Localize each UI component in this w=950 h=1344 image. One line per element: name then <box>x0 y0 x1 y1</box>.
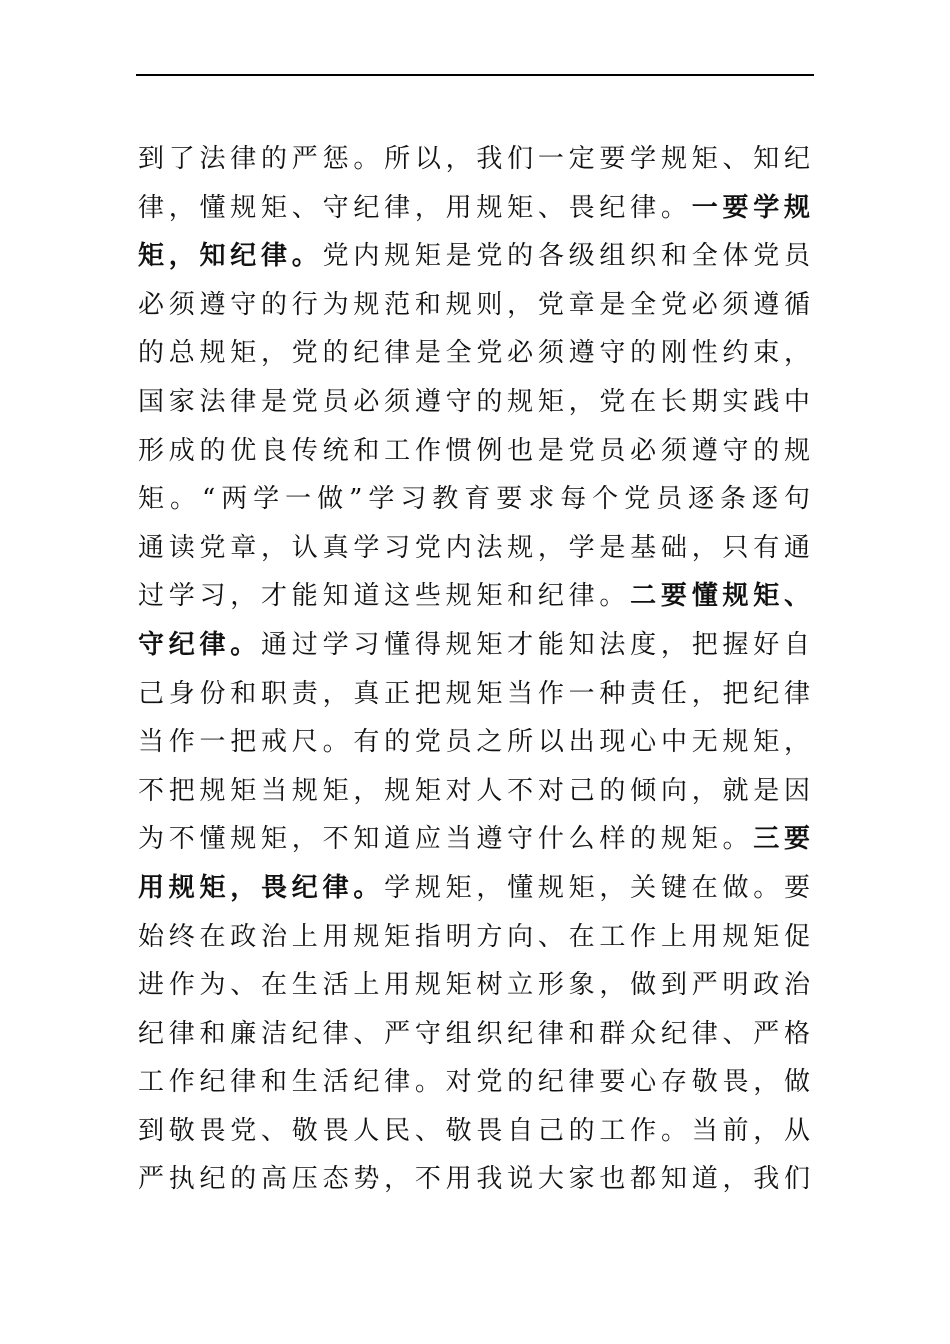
body-text: 当作一把戒尺。有的党员之所以出现心中无规矩， <box>138 727 810 758</box>
body-text: 己身份和职责，真正把规矩当作一种责任，把纪律 <box>138 678 810 709</box>
text-line <box>138 184 810 233</box>
body-text: 学规矩，懂规矩，关键在做。要 <box>384 872 810 903</box>
body-text: 不把规矩当规矩，规矩对人不对己的倾向，就是因 <box>138 775 810 806</box>
text-line <box>138 621 810 670</box>
header-rule <box>136 74 814 76</box>
body-text: 到了法律的严惩。所以，我们一定要学规矩、知纪 <box>138 144 810 174</box>
document-body <box>138 135 810 1204</box>
body-text: 形成的优良传统和工作惯例也是党员必须遵守的规 <box>138 435 810 466</box>
body-text: 严执纪的高压态势，不用我说大家也都知道，我们 <box>138 1164 810 1195</box>
text-line <box>138 1010 810 1059</box>
body-text: 始终在政治上用规矩指明方向、在工作上用规矩促 <box>138 921 810 952</box>
body-text: 国家法律是党员必须遵守的规矩，党在长期实践中 <box>138 386 810 417</box>
body-text: 为不懂规矩，不知道应当遵守什么样的规矩。 <box>138 824 754 855</box>
body-text: 党内规矩是党的各级组织和全体党员 <box>322 241 810 272</box>
text-line <box>138 475 810 524</box>
text-line <box>138 378 810 427</box>
bold-heading-text: 用规矩，畏纪律。 <box>138 872 385 903</box>
text-line <box>138 329 810 378</box>
body-text: 进作为、在生活上用规矩树立形象，做到严明政治 <box>138 970 810 1001</box>
bold-heading-text: 二要懂规矩、 <box>630 581 810 612</box>
body-text: 矩。“两学一做”学习教育要求每个党员逐条逐句 <box>138 484 810 515</box>
body-text: 到敬畏党、敬畏人民、敬畏自己的工作。当前，从 <box>138 1115 810 1146</box>
text-line <box>138 281 810 330</box>
text-line <box>138 1107 810 1156</box>
body-text: 工作纪律和生活纪律。对党的纪律要心存敬畏，做 <box>138 1067 810 1098</box>
text-line <box>138 135 810 184</box>
text-line <box>138 767 810 816</box>
text-line <box>138 815 810 864</box>
text-line <box>138 718 810 767</box>
body-text: 的总规矩，党的纪律是全党必须遵守的刚性约束， <box>138 338 810 369</box>
text-line <box>138 427 810 476</box>
body-text: 纪律和廉洁纪律、严守组织纪律和群众纪律、严格 <box>138 1018 810 1049</box>
text-line <box>138 961 810 1010</box>
text-line <box>138 232 810 281</box>
text-line <box>138 864 810 913</box>
bold-heading-text: 三要 <box>753 824 810 855</box>
text-line <box>138 1058 810 1107</box>
body-text: 律，懂规矩、守纪律，用规矩、畏纪律。 <box>138 192 692 223</box>
text-line <box>138 913 810 962</box>
body-text: 通读党章，认真学习党内法规，学是基础，只有通 <box>138 532 810 563</box>
body-text: 通过学习懂得规矩才能知法度，把握好自 <box>261 629 810 660</box>
body-text: 过学习，才能知道这些规矩和纪律。 <box>138 581 631 612</box>
text-line <box>138 1155 810 1204</box>
bold-heading-text: 矩，知纪律。 <box>138 241 323 272</box>
text-line <box>138 670 810 719</box>
bold-heading-text: 守纪律。 <box>138 629 262 660</box>
body-text: 必须遵守的行为规范和规则，党章是全党必须遵循 <box>138 289 810 320</box>
text-line <box>138 572 810 621</box>
text-line <box>138 524 810 573</box>
bold-heading-text: 一要学规 <box>691 192 810 223</box>
